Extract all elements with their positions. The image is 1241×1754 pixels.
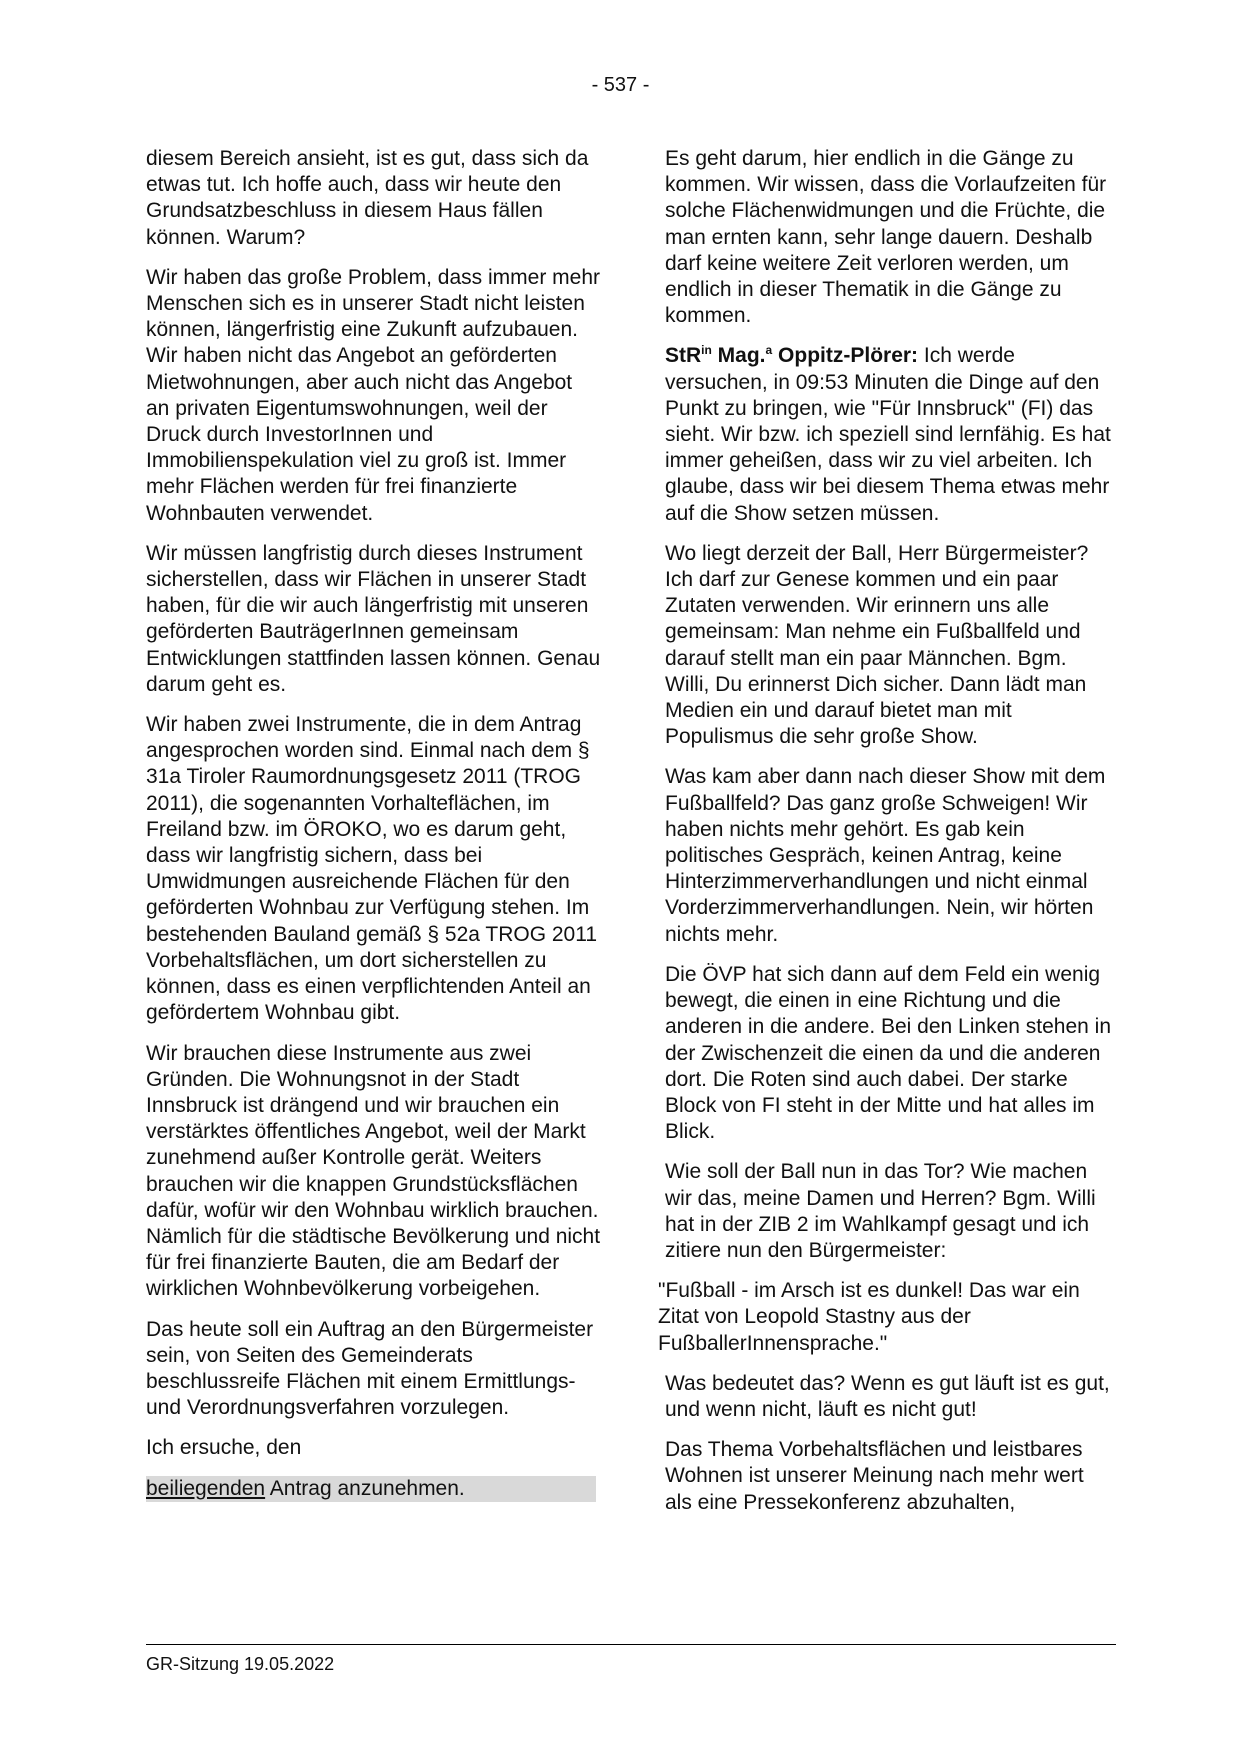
motion-request-line bbox=[146, 1476, 601, 1502]
right-column bbox=[658, 146, 1115, 1530]
left-column bbox=[146, 146, 601, 1516]
speaker-paragraph bbox=[665, 343, 1115, 526]
paragraph: Was kam aber dann nach dieser Show mit dem Fußballfeld? Das ganz große Schweigen! Wir haben nichts mehr gehört. Es gab kein politisches Gespräch, keinen Antrag, keine Hinterzimmerverhandlungen und nicht einmal Vorderzimmerverhandlungen. Nein, wir hörten nichts mehr. bbox=[665, 765, 1106, 946]
paragraph: Das Thema Vorbehaltsflächen und leistbares Wohnen ist unserer Meinung nach mehr wert als eine Pressekonferenz abzuhalten, bbox=[665, 1438, 1084, 1514]
paragraph: diesem Bereich ansieht, ist es gut, dass sich da etwas tut. Ich hoffe auch, dass wir heute den Grundsatzbeschluss in diesem Haus fällen können. Warum? bbox=[146, 147, 589, 249]
underlined-word: beiliegenden bbox=[146, 1476, 266, 1500]
paragraph: Wir haben zwei Instrumente, die in dem Antrag angesprochen worden sind. Einmal nach dem § 31a Tiroler Raumordnungsgesetz 2011 (TROG 2011), die sogenannten Vorhalteflächen, im Freiland bzw. im ÖROKO, wo es darum geht, dass wir langfristig sichern, dass bei Umwidmungen ausreichende Flächen für den geförderten Wohnbau zur Verfügung stehen. Im bestehenden Bauland gemäß § 52a TROG 2011 Vorbehaltsflächen, um dort sicherstellen zu können, dass es einen verpflichtenden Anteil an gefördertem Wohnbau gibt. bbox=[146, 713, 598, 1025]
paragraph: Was bedeutet das? Wenn es gut läuft ist es gut, und wenn nicht, läuft es nicht gut! bbox=[665, 1371, 1110, 1421]
paragraph: Wir haben das große Problem, dass immer mehr Menschen sich es in unserer Stadt nicht leisten können, längerfristig eine Zukunft aufzubauen. Wir haben nicht das Angebot an geförderten Mietwohnungen, aber auch nicht das Angebot an privaten Eigentumswohnungen, weil der Druck durch InvestorInnen und Immobilienspekulation viel zu groß ist. Immer mehr Flächen werden für frei finanzierte Wohnbauten verwendet. bbox=[146, 265, 600, 525]
paragraph: Wie soll der Ball nun in das Tor? Wie machen wir das, meine Damen und Herren? Bgm. Willi hat in der ZIB 2 im Wahlkampf gesagt und ich zitiere nun den Bürgermeister: bbox=[665, 1160, 1096, 1262]
paragraph: Wo liegt derzeit der Ball, Herr Bürgermeister? Ich darf zur Genese kommen und ein paar Zutaten verwenden. Wir erinnern uns alle gemeinsam: Man nehme ein Fußballfeld und darauf stellt man ein paar Männchen. Bgm. Willi, Du erinnerst Dich sicher. Dann lädt man Medien ein und darauf bietet man mit Populismus die sehr große Show. bbox=[665, 541, 1089, 749]
shaded-highlight bbox=[146, 1476, 596, 1502]
paragraph: Wir müssen langfristig durch dieses Instrument sicherstellen, dass wir Flächen in unserer Stadt haben, für die wir auch längerfristig mit unseren geförderten BauträgerInnen gemeinsam Entwicklungen stattfinden lassen können. Genau darum geht es. bbox=[146, 541, 601, 696]
quote: "Fußball - im Arsch ist es dunkel! Das war ein Zitat von Leopold Stastny aus der FußballerInnensprache." bbox=[658, 1279, 1080, 1355]
paragraph: Ich ersuche, den bbox=[146, 1436, 302, 1460]
paragraph: Das heute soll ein Auftrag an den Bürgermeister sein, von Seiten des Gemeinderats beschlussreife Flächen mit einem Ermittlungs- und Verordnungsverfahren vorzulegen. bbox=[146, 1317, 594, 1420]
footer-divider bbox=[146, 1644, 1116, 1645]
motion-request-rest: Antrag anzunehmen. bbox=[265, 1476, 465, 1500]
speaker-text: Ich werde versuchen, in 09:53 Minuten die Dinge auf den Punkt zu bringen, wie "Für Innsbruck" (FI) das sieht. Wir bzw. ich speziell sind lernfähig. Es hat immer geheißen, dass wir zu viel arbeiten. Ich glaube, dass wir bei diesem Thema etwas mehr auf die Show setzen müssen. bbox=[665, 344, 1111, 525]
paragraph: Die ÖVP hat sich dann auf dem Feld ein wenig bewegt, die einen in eine Richtung und die anderen in die andere. Bei den Linken stehen in der Zwischenzeit die einen da und die anderen dort. Die Roten sind auch dabei. Der starke Block von FI steht in der Mitte und hat alles im Blick. bbox=[665, 962, 1112, 1144]
page-number: - 537 - bbox=[591, 74, 650, 96]
footer-session-date: GR-Sitzung 19.05.2022 bbox=[146, 1654, 335, 1674]
paragraph: Wir brauchen diese Instrumente aus zwei Gründen. Die Wohnungsnot in der Stadt Innsbruck ist drängend und wir brauchen ein verstärktes öffentliches Angebot, weil der Markt zunehmend außer Kontrolle gerät. Weiters brauchen wir die knappen Grundstücksflächen dafür, wofür wir den Wohnbau wirklich brauchen. Nämlich für die städtische Bevölkerung und nicht für frei finanzierte Bauten, die am Bedarf der wirklichen Wohnbevölkerung vorbeigehen. bbox=[146, 1041, 601, 1301]
paragraph: Es geht darum, hier endlich in die Gänge zu kommen. Wir wissen, dass die Vorlaufzeiten für solche Flächenwidmungen und die Früchte, die man ernten kann, sehr lange dauern. Deshalb darf keine weitere Zeit verloren werden, um endlich in dieser Thematik in die Gänge zu kommen. bbox=[665, 147, 1107, 328]
speaker-name: StR$^{in}$ Mag.$^a$ Oppitz-Plörer: bbox=[665, 343, 919, 368]
